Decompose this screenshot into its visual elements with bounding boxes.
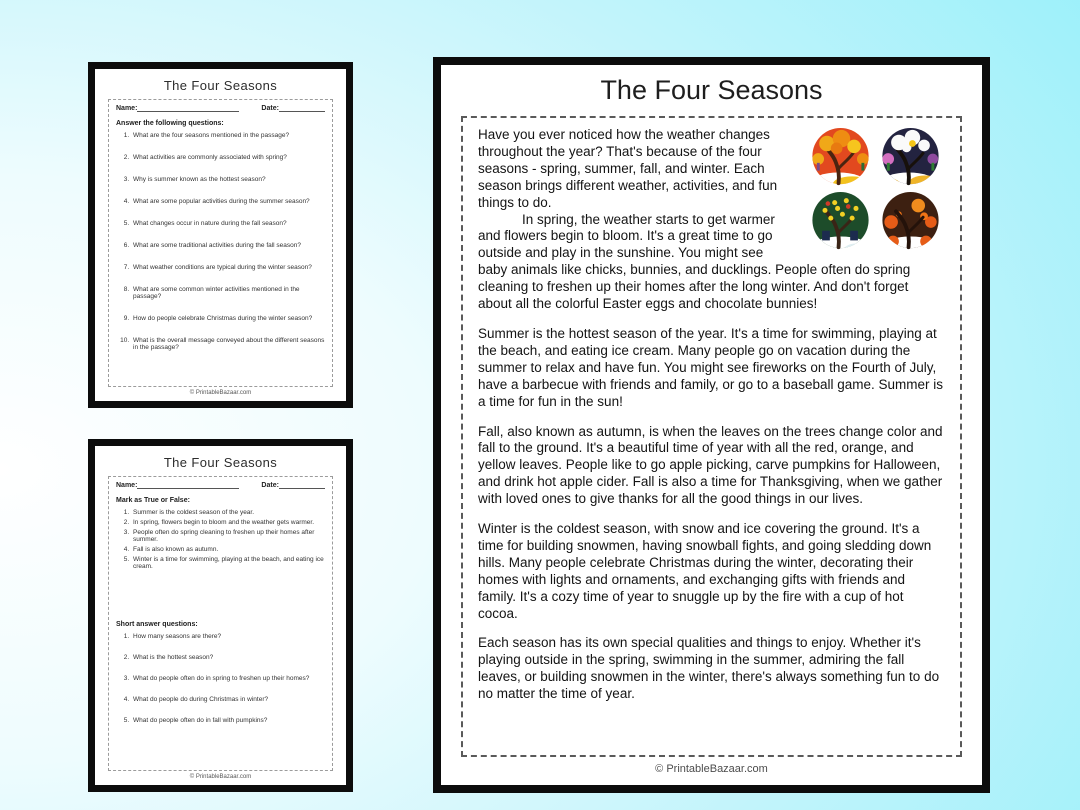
worksheet-page-passage bbox=[433, 57, 990, 793]
short-answer-item: 4. What do people do during Christmas in winter? bbox=[131, 696, 325, 703]
truefalse-list bbox=[116, 509, 325, 570]
page-title: The Four Seasons bbox=[163, 455, 278, 470]
spring-night-tree-icon bbox=[877, 127, 944, 189]
truefalse-item: 3. People often do spring cleaning to freshen up their homes after summer. bbox=[131, 529, 325, 543]
date-label: Date: bbox=[261, 105, 279, 112]
question-item: 10. What is the overall message conveyed about the different seasons in the passage? bbox=[131, 337, 325, 351]
short-answer-item: 2. What is the hottest season? bbox=[131, 654, 325, 661]
truefalse-item: 1. Summer is the coldest season of the year. bbox=[131, 509, 325, 516]
blank-answer-space bbox=[116, 573, 325, 613]
questions-list bbox=[116, 132, 325, 351]
worksheet-page-questions bbox=[88, 62, 353, 408]
page-title: The Four Seasons bbox=[600, 75, 823, 105]
passage-paragraph-spring: In spring, the weather starts to get warmer and flowers begin to bloom. It's a great time to go outside and play in the sunshine. You might see baby animals like chicks, bunnies, and ducklings. People often do spring cleaning to freshen up their homes after the long winter. And don't forget about all the colorful Easter eggs and chocolate bunnies! bbox=[478, 211, 911, 312]
name-label: Name: bbox=[116, 105, 138, 112]
question-item: 9. How do people celebrate Christmas during the winter season? bbox=[131, 315, 325, 322]
short-answer-section-header: Short answer questions: bbox=[116, 621, 198, 628]
worksheet-page-truefalse bbox=[88, 439, 353, 792]
name-blank-line bbox=[137, 482, 239, 489]
question-item: 8. What are some common winter activities mentioned in the passage? bbox=[131, 286, 325, 300]
summer-tree-icon bbox=[807, 191, 874, 253]
page-title: The Four Seasons bbox=[163, 78, 278, 93]
passage-paragraph-summer: Summer is the hottest season of the year. It's a time for swimming, playing at the beach, and eating ice cream. Many people go on vacation during the summer to relax and have fun. You might see fireworks on the Fourth of July, have a barbecue with friends and family, or go to a baseball game. Summer is a time for fun in the sun! bbox=[478, 325, 943, 409]
date-label: Date: bbox=[261, 482, 279, 489]
short-answer-item: 3. What do people often do in spring to freshen up their homes? bbox=[131, 675, 325, 682]
questions-content-box bbox=[108, 99, 333, 387]
passage-paragraph-conclusion: Each season has its own special qualities and things to enjoy. Whether it's playing outside in the spring, swimming in the summer, admiring the fall leaves, or building snowmen in the winter, there's always something fun to do no matter the time of year. bbox=[478, 635, 940, 702]
question-item: 7. What weather conditions are typical during the winter season? bbox=[131, 264, 325, 271]
question-item: 6. What are some traditional activities during the fall season? bbox=[131, 242, 325, 249]
passage-paragraph-fall: Fall, also known as autumn, is when the leaves on the trees change color and fall to the ground. It's a beautiful time of year with all the red, orange, and yellow leaves. People like to go apple picking, carve pumpkins for Halloween, and drink hot apple cider. Fall is also a time for Thanksgiving, when we gather with loved ones to give thanks for all the good things in our lives. bbox=[478, 423, 943, 507]
question-item: 1. What are the four seasons mentioned in the passage? bbox=[131, 132, 325, 139]
question-item: 3. Why is summer known as the hottest season? bbox=[131, 176, 325, 183]
question-item: 2. What activities are commonly associated with spring? bbox=[131, 154, 325, 161]
short-answer-item: 5. What do people often do in fall with pumpkins? bbox=[131, 717, 325, 724]
copyright-credit: © PrintableBazaar.com bbox=[655, 763, 768, 775]
passage-paragraph-winter: Winter is the coldest season, with snow and ice covering the ground. It's a time for building snowmen, having snowball fights, and going sledding down hills. Many people celebrate Christmas during the winter, decorating their homes with lights and ornaments, and exchanging gifts with friends and family. It's a cozy time of year to snuggle up by the fire with a cup of hot cocoa. bbox=[478, 521, 932, 621]
short-answer-list bbox=[116, 633, 325, 724]
truefalse-section-header: Mark as True or False: bbox=[116, 497, 190, 504]
name-label: Name: bbox=[116, 482, 138, 489]
name-date-row bbox=[116, 105, 325, 112]
name-blank-line bbox=[137, 105, 239, 112]
date-blank-line bbox=[279, 105, 325, 112]
copyright-credit: © PrintableBazaar.com bbox=[189, 774, 252, 780]
passage-paragraph-intro: Have you ever noticed how the weather changes throughout the year? That's because of the four seasons - spring, summer, fall, and winter. Each season brings different weather, activities, and fun things to do. bbox=[478, 127, 778, 210]
autumn-tree-icon bbox=[807, 127, 874, 189]
truefalse-item: 5. Winter is a time for swimming, playing at the beach, and eating ice cream. bbox=[131, 556, 325, 570]
date-blank-line bbox=[279, 482, 325, 489]
name-date-row bbox=[116, 482, 325, 489]
short-answer-item: 1. How many seasons are there? bbox=[131, 633, 325, 640]
questions-section-header: Answer the following questions: bbox=[116, 120, 224, 127]
copyright-credit: © PrintableBazaar.com bbox=[189, 390, 252, 396]
truefalse-item: 4. Fall is also known as autumn. bbox=[131, 546, 325, 553]
question-item: 5. What changes occur in nature during the fall season? bbox=[131, 220, 325, 227]
passage-content-box bbox=[461, 116, 962, 757]
truefalse-item: 2. In spring, flowers begin to bloom and the weather gets warmer. bbox=[131, 519, 325, 526]
truefalse-content-box bbox=[108, 476, 333, 771]
fall-tree-icon bbox=[877, 191, 944, 253]
seasons-illustration bbox=[807, 127, 945, 253]
question-item: 4. What are some popular activities during the summer season? bbox=[131, 198, 325, 205]
